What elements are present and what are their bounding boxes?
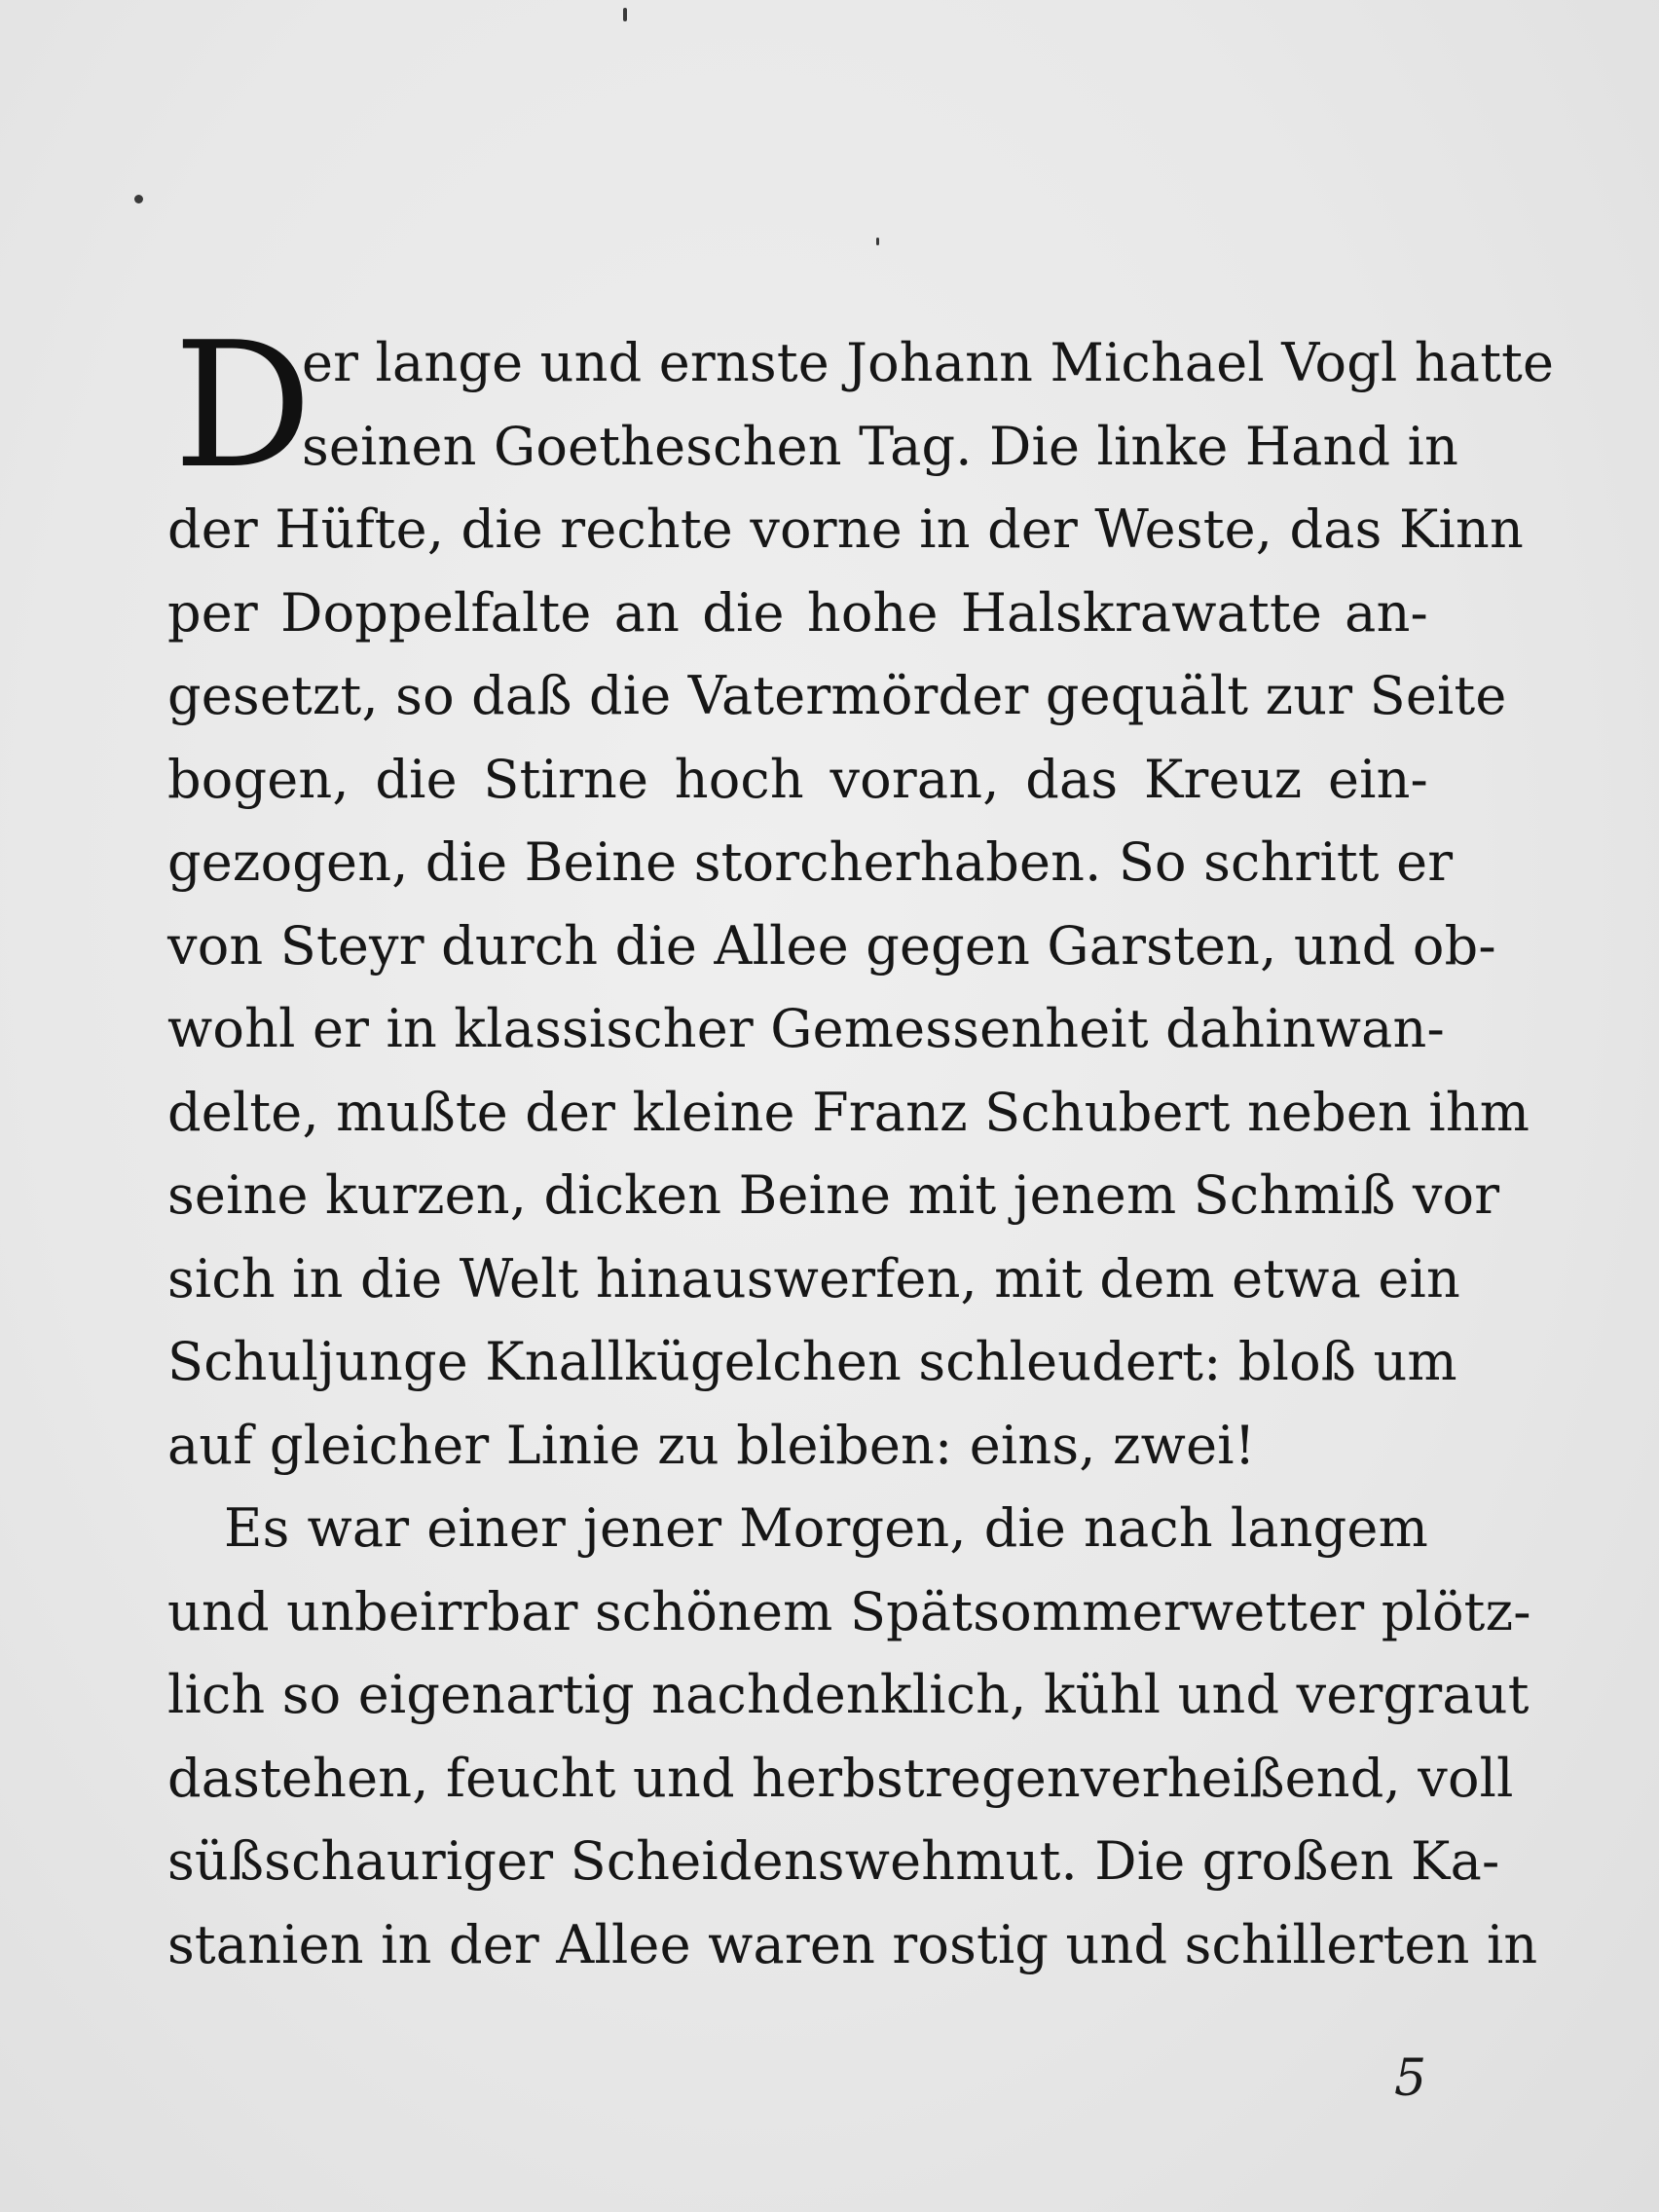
text-line: sich in die Welt hinauswerfen, mit dem etwa ein bbox=[167, 1247, 1460, 1309]
text-line: der Hüfte, die rechte vorne in der Weste, das Kinn bbox=[167, 498, 1524, 560]
text-line: seinen Goetheschen Tag. Die linke Hand in bbox=[302, 415, 1459, 477]
text-line: Schuljunge Knallkügelchen schleudert: bloß um bbox=[167, 1331, 1457, 1392]
text-line: lich so eigenartig nachdenklich, kühl und vergraut bbox=[167, 1664, 1530, 1725]
text-line: er lange und ernste Johann Michael Vogl hatte bbox=[302, 332, 1555, 393]
text-line: per Doppelfalte an die hohe Halskrawatte an- bbox=[167, 581, 1428, 644]
text-line: gezogen, die Beine storcherhaben. So schritt er bbox=[167, 831, 1454, 893]
text-line: von Steyr durch die Allee gegen Garsten, und ob- bbox=[167, 914, 1496, 977]
text-line: stanien in der Allee waren rostig und schillerten in bbox=[167, 1913, 1538, 1975]
text-line: süßschauriger Scheidenswehmut. Die großen Ka- bbox=[167, 1830, 1500, 1892]
body-text bbox=[167, 305, 1555, 1986]
text-line: dastehen, feucht und herbstregenverheißend, voll bbox=[167, 1747, 1514, 1809]
text-line: delte, mußte der kleine Franz Schubert neben ihm bbox=[167, 1081, 1530, 1143]
drop-cap: D bbox=[173, 305, 313, 506]
page-number: 5 bbox=[1394, 2049, 1427, 2108]
text-line: bogen, die Stirne hoch voran, das Kreuz ein- bbox=[167, 748, 1428, 810]
paper-speck bbox=[623, 8, 627, 21]
text-line: gesetzt, so daß die Vatermörder gequält zur Seite bbox=[167, 665, 1507, 726]
text-line: seine kurzen, dicken Beine mit jenem Schmiß vor bbox=[167, 1164, 1500, 1226]
text-line: Es war einer jener Morgen, die nach langem bbox=[224, 1497, 1428, 1559]
text-line: und unbeirrbar schönem Spätsommerwetter plötz- bbox=[167, 1580, 1531, 1642]
text-line: auf gleicher Linie zu bleiben: eins, zwei! bbox=[167, 1414, 1256, 1476]
paper-speck bbox=[134, 195, 143, 203]
text-line: wohl er in klassischer Gemessenheit dahinwan- bbox=[167, 998, 1445, 1059]
paper-speck bbox=[876, 238, 879, 245]
